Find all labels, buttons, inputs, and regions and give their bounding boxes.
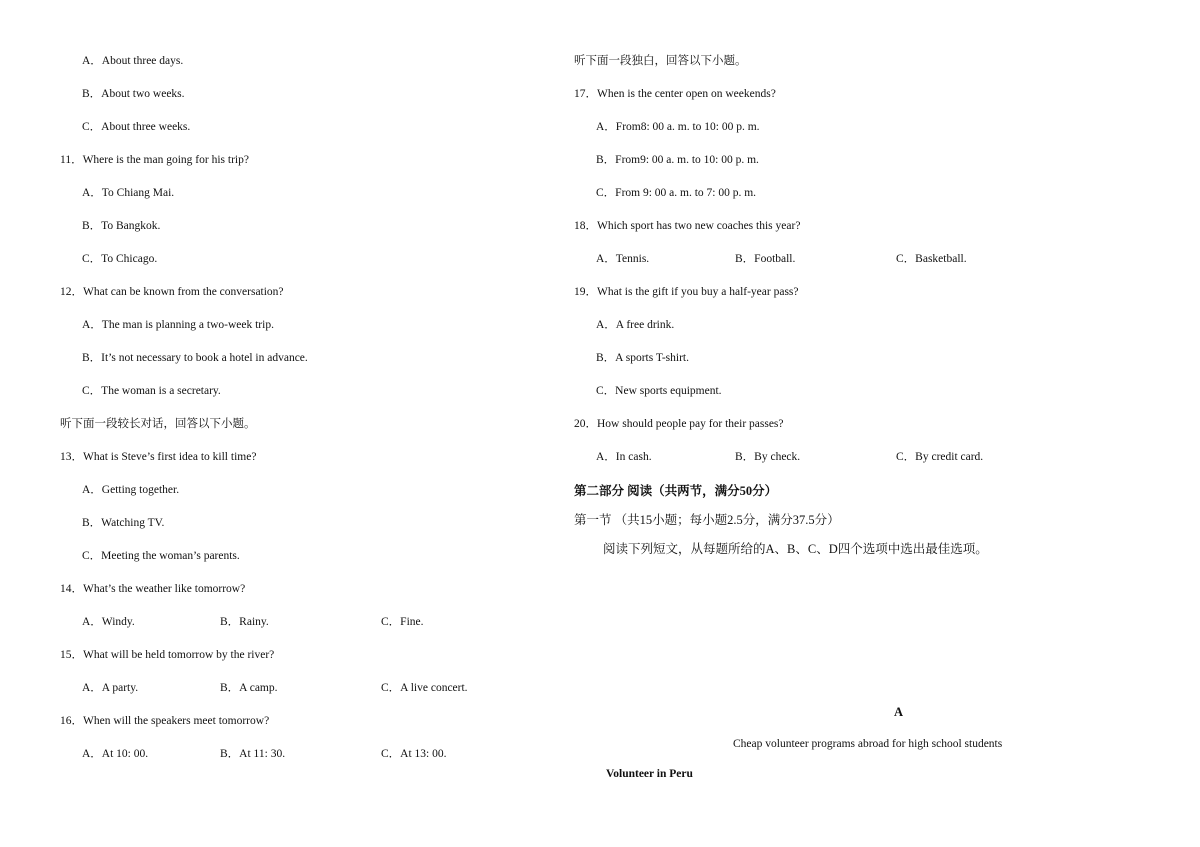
q11-option-a: A．To Chiang Mai. — [82, 187, 175, 199]
section-heading-peru: Volunteer in Peru — [606, 768, 693, 780]
q17-option-c: C．From 9: 00 a. m. to 7: 00 p. m. — [596, 187, 757, 199]
q16-option-c: C．At 13: 00. — [381, 748, 447, 760]
q17-option-b: B．From9: 00 a. m. to 10: 00 p. m. — [596, 154, 759, 166]
q16-option-a: A．At 10: 00. — [82, 748, 149, 760]
q17-option-a: A．From8: 00 a. m. to 10: 00 p. m. — [596, 121, 760, 133]
question-17: 17．When is the center open on weekends? — [574, 88, 776, 100]
question-19: 19．What is the gift if you buy a half-year pass? — [574, 286, 799, 298]
listening-instruction-monologue: 听下面一段独白，回答以下小题。 — [574, 55, 747, 67]
q16-option-b: B．At 11: 30. — [220, 748, 286, 760]
question-16: 16．When will the speakers meet tomorrow? — [60, 715, 270, 727]
reading-instruction: 阅读下列短文，从每题所给的A、B、C、D四个选项中选出最佳选项。 — [603, 542, 988, 556]
question-12: 12．What can be known from the conversation? — [60, 286, 284, 298]
q10-option-b: B．About two weeks. — [82, 88, 185, 100]
part-two-title: 第二部分 阅读（共两节，满分50分） — [574, 484, 778, 498]
q12-option-a: A．The man is planning a two-week trip. — [82, 319, 274, 331]
q14-option-c: C．Fine. — [381, 616, 424, 628]
q15-option-b: B．A camp. — [220, 682, 278, 694]
q19-option-c: C．New sports equipment. — [596, 385, 722, 397]
q20-option-c: C．By credit card. — [896, 451, 984, 463]
question-14: 14．What’s the weather like tomorrow? — [60, 583, 246, 595]
q20-option-a: A．In cash. — [596, 451, 652, 463]
q10-option-a: A．About three days. — [82, 55, 184, 67]
q10-option-c: C．About three weeks. — [82, 121, 191, 133]
q11-option-c: C．To Chicago. — [82, 253, 158, 265]
listening-instruction-dialogue: 听下面一段较长对话，回答以下小题。 — [60, 418, 256, 430]
q13-option-c: C．Meeting the woman’s parents. — [82, 550, 240, 562]
q18-option-b: B．Football. — [735, 253, 796, 265]
q18-option-c: C．Basketball. — [896, 253, 967, 265]
q13-option-b: B．Watching TV. — [82, 517, 165, 529]
q14-option-b: B．Rainy. — [220, 616, 269, 628]
q20-option-b: B．By check. — [735, 451, 801, 463]
q15-option-c: C．A live concert. — [381, 682, 468, 694]
q11-option-b: B．To Bangkok. — [82, 220, 161, 232]
passage-title: Cheap volunteer programs abroad for high school students — [733, 738, 1003, 750]
q15-option-a: A．A party. — [82, 682, 139, 694]
q12-option-b: B．It’s not necessary to book a hotel in advance. — [82, 352, 308, 364]
q14-option-a: A．Windy. — [82, 616, 135, 628]
q13-option-a: A．Getting together. — [82, 484, 180, 496]
q19-option-b: B．A sports T-shirt. — [596, 352, 689, 364]
passage-letter: A — [894, 705, 904, 719]
q19-option-a: A．A free drink. — [596, 319, 675, 331]
question-13: 13．What is Steve’s first idea to kill time? — [60, 451, 257, 463]
question-18: 18．Which sport has two new coaches this year? — [574, 220, 801, 232]
q12-option-c: C．The woman is a secretary. — [82, 385, 221, 397]
question-15: 15．What will be held tomorrow by the river? — [60, 649, 275, 661]
question-20: 20．How should people pay for their passes? — [574, 418, 784, 430]
q18-option-a: A．Tennis. — [596, 253, 650, 265]
question-11: 11．Where is the man going for his trip? — [60, 154, 249, 166]
section-one-heading: 第一节 （共15小题；每小题2.5分，满分37.5分） — [574, 513, 840, 527]
